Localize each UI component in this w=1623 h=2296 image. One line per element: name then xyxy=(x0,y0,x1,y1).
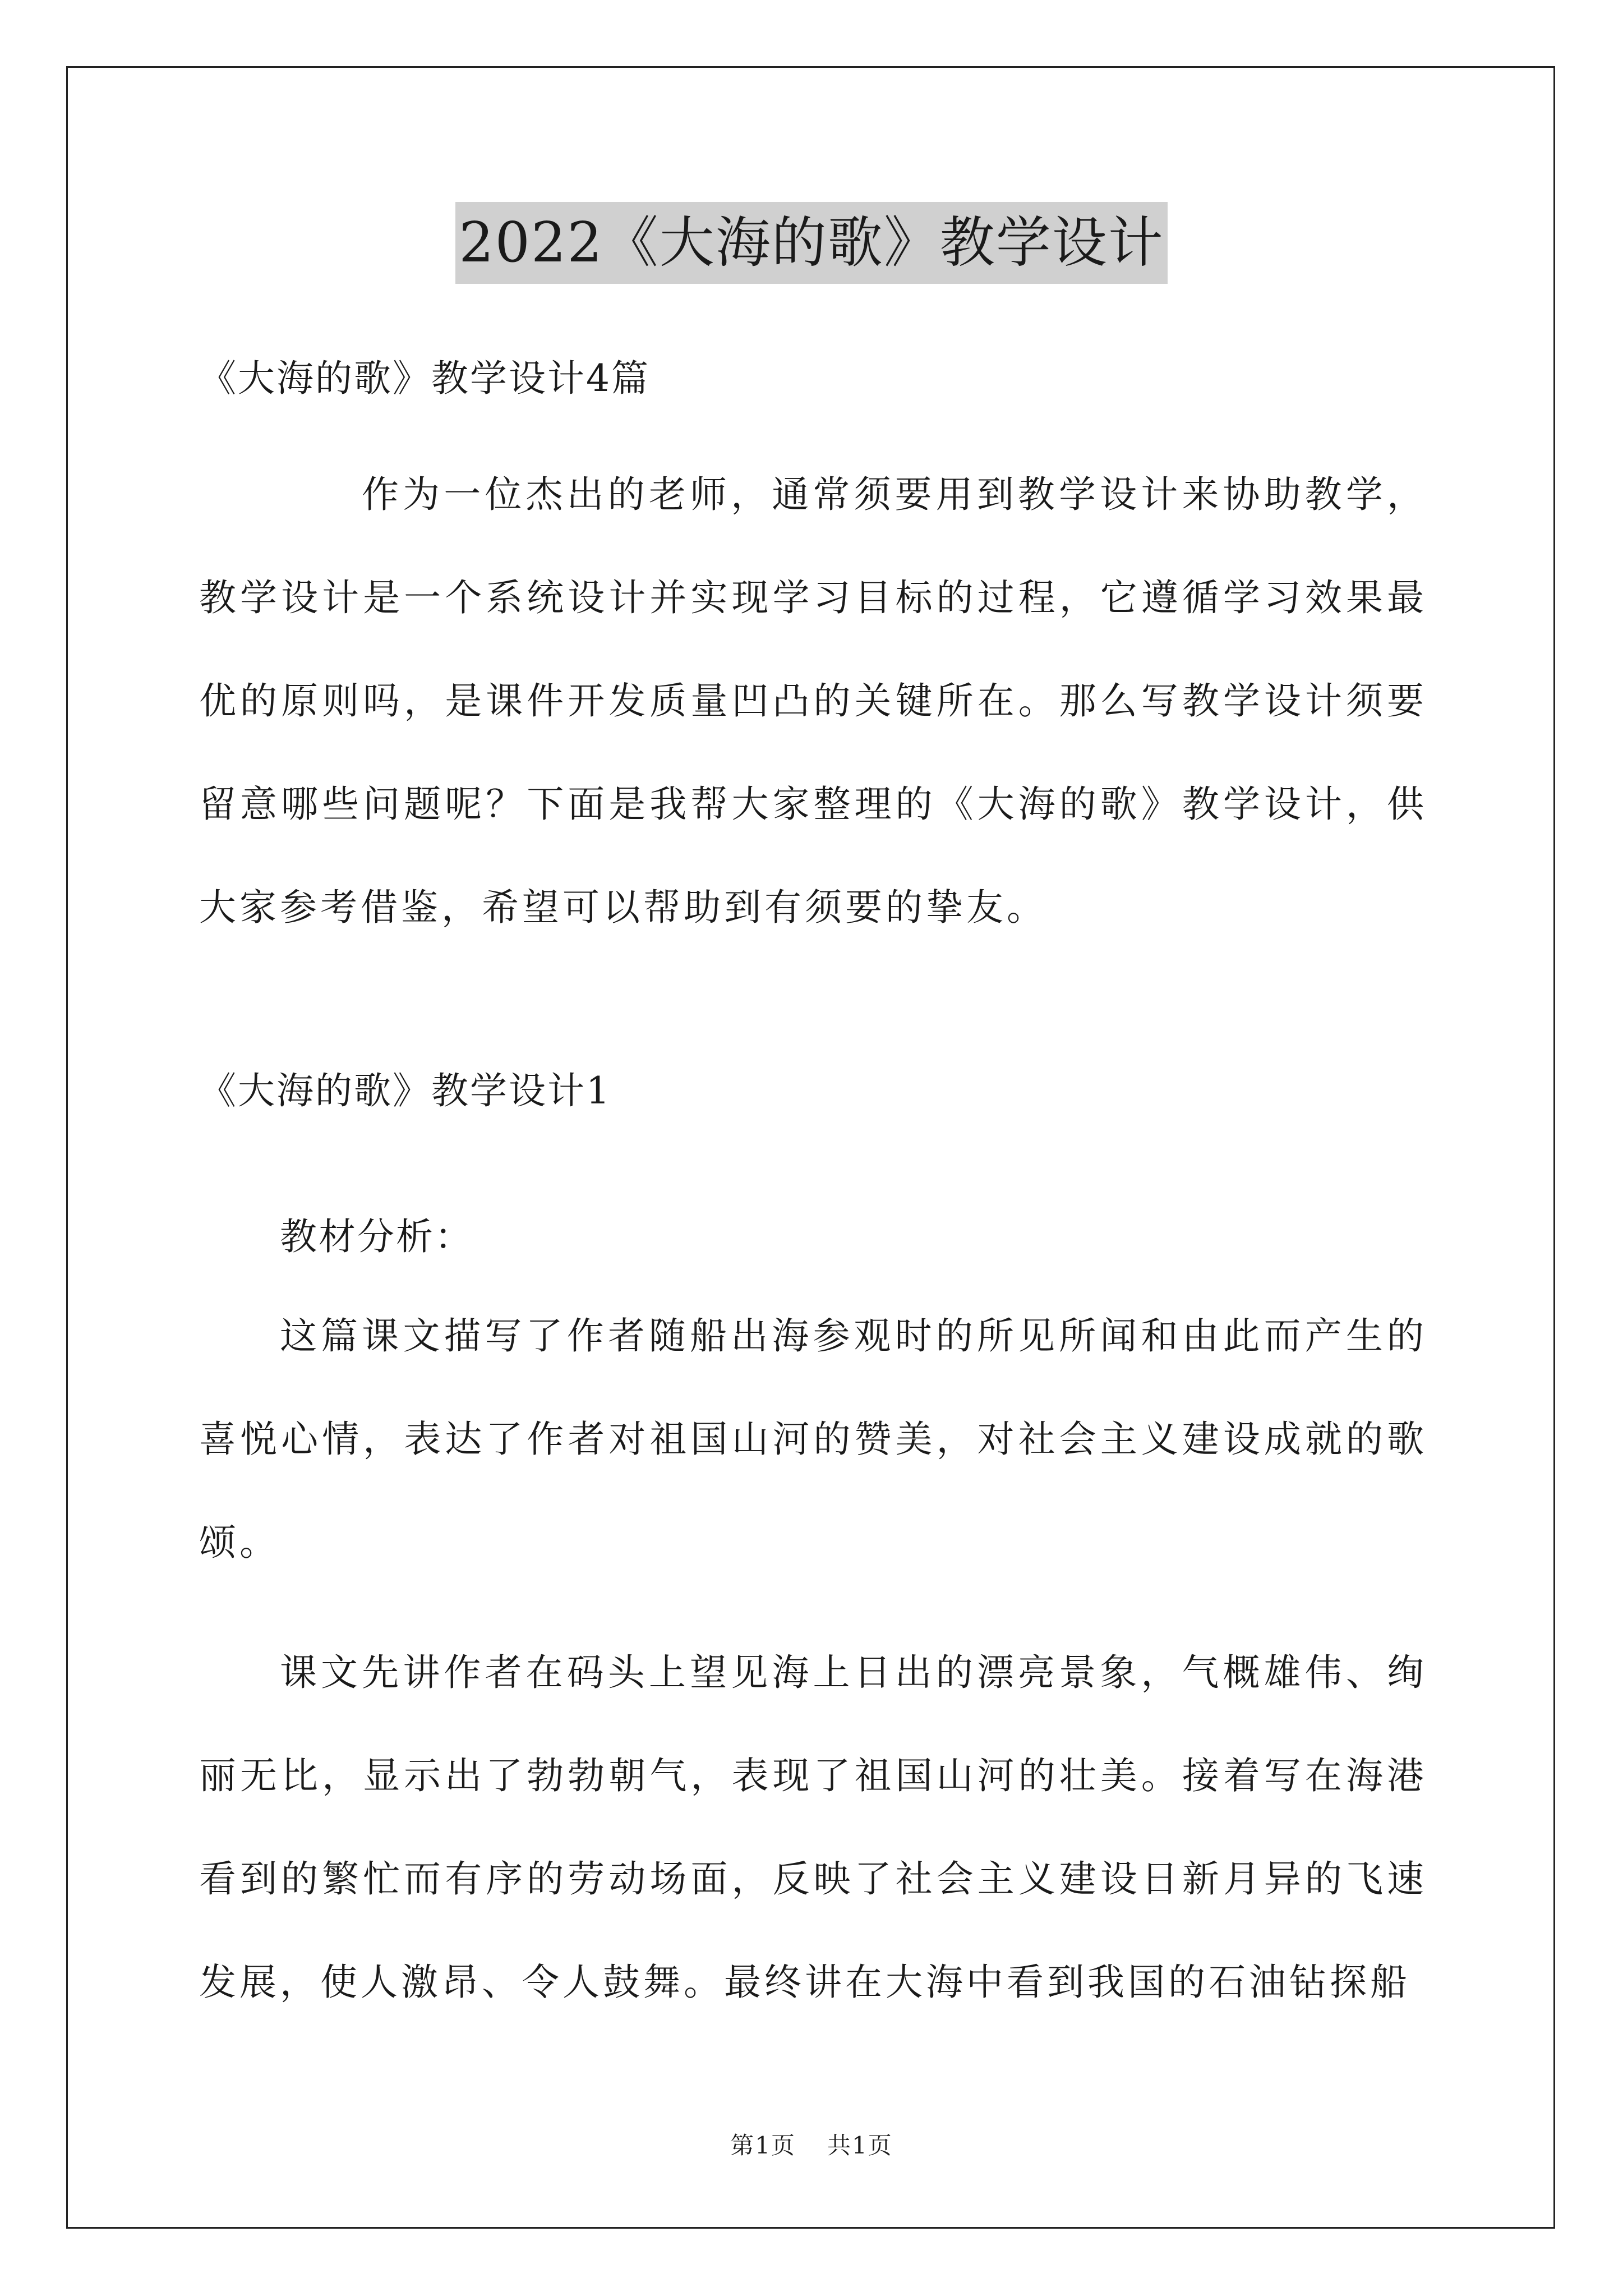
material-heading: 教材分析： xyxy=(280,1215,473,1258)
document-title: 2022《大海的歌》教学设计 xyxy=(455,202,1167,284)
page-number: 第1页 xyxy=(730,2132,796,2159)
body-paragraph-1: 这篇课文描写了作者随船出海参观时的所见所闻和由此而产生的喜悦心情，表达了作者对祖国山河的赞美，对社会主义建设成就的歌颂。 xyxy=(199,1314,1427,1564)
body-paragraph-2: 课文先讲作者在码头上望见海上日出的漂亮景象，气概雄伟、绚丽无比，显示出了勃勃朝气，表现了祖国山河的壮美。接着写在海港看到的繁忙而有序的劳动场面，反映了社会主义建设日新月异的飞速发展，使人激昂、令人鼓舞。最终讲在大海中看到我国的石油钻探船 xyxy=(199,1651,1427,2004)
intro-paragraph: 作为一位杰出的老师，通常须要用到教学设计来协助教学，教学设计是一个系统设计并实现学习目标的过程，它遵循学习效果最优的原则吗，是课件开发质量凹凸的关键所在。那么写教学设计须要留意哪些问题呢？下面是我帮大家整理的《大海的歌》教学设计，供大家参考借鉴，希望可以帮助到有须要的挚友。 xyxy=(199,473,1427,929)
section-title: 《大海的歌》教学设计1 xyxy=(199,1069,611,1112)
document-subtitle: 《大海的歌》教学设计4篇 xyxy=(199,357,650,400)
page-total: 共1页 xyxy=(827,2132,893,2159)
page-footer xyxy=(0,2129,1623,2162)
title-container xyxy=(0,202,1623,284)
